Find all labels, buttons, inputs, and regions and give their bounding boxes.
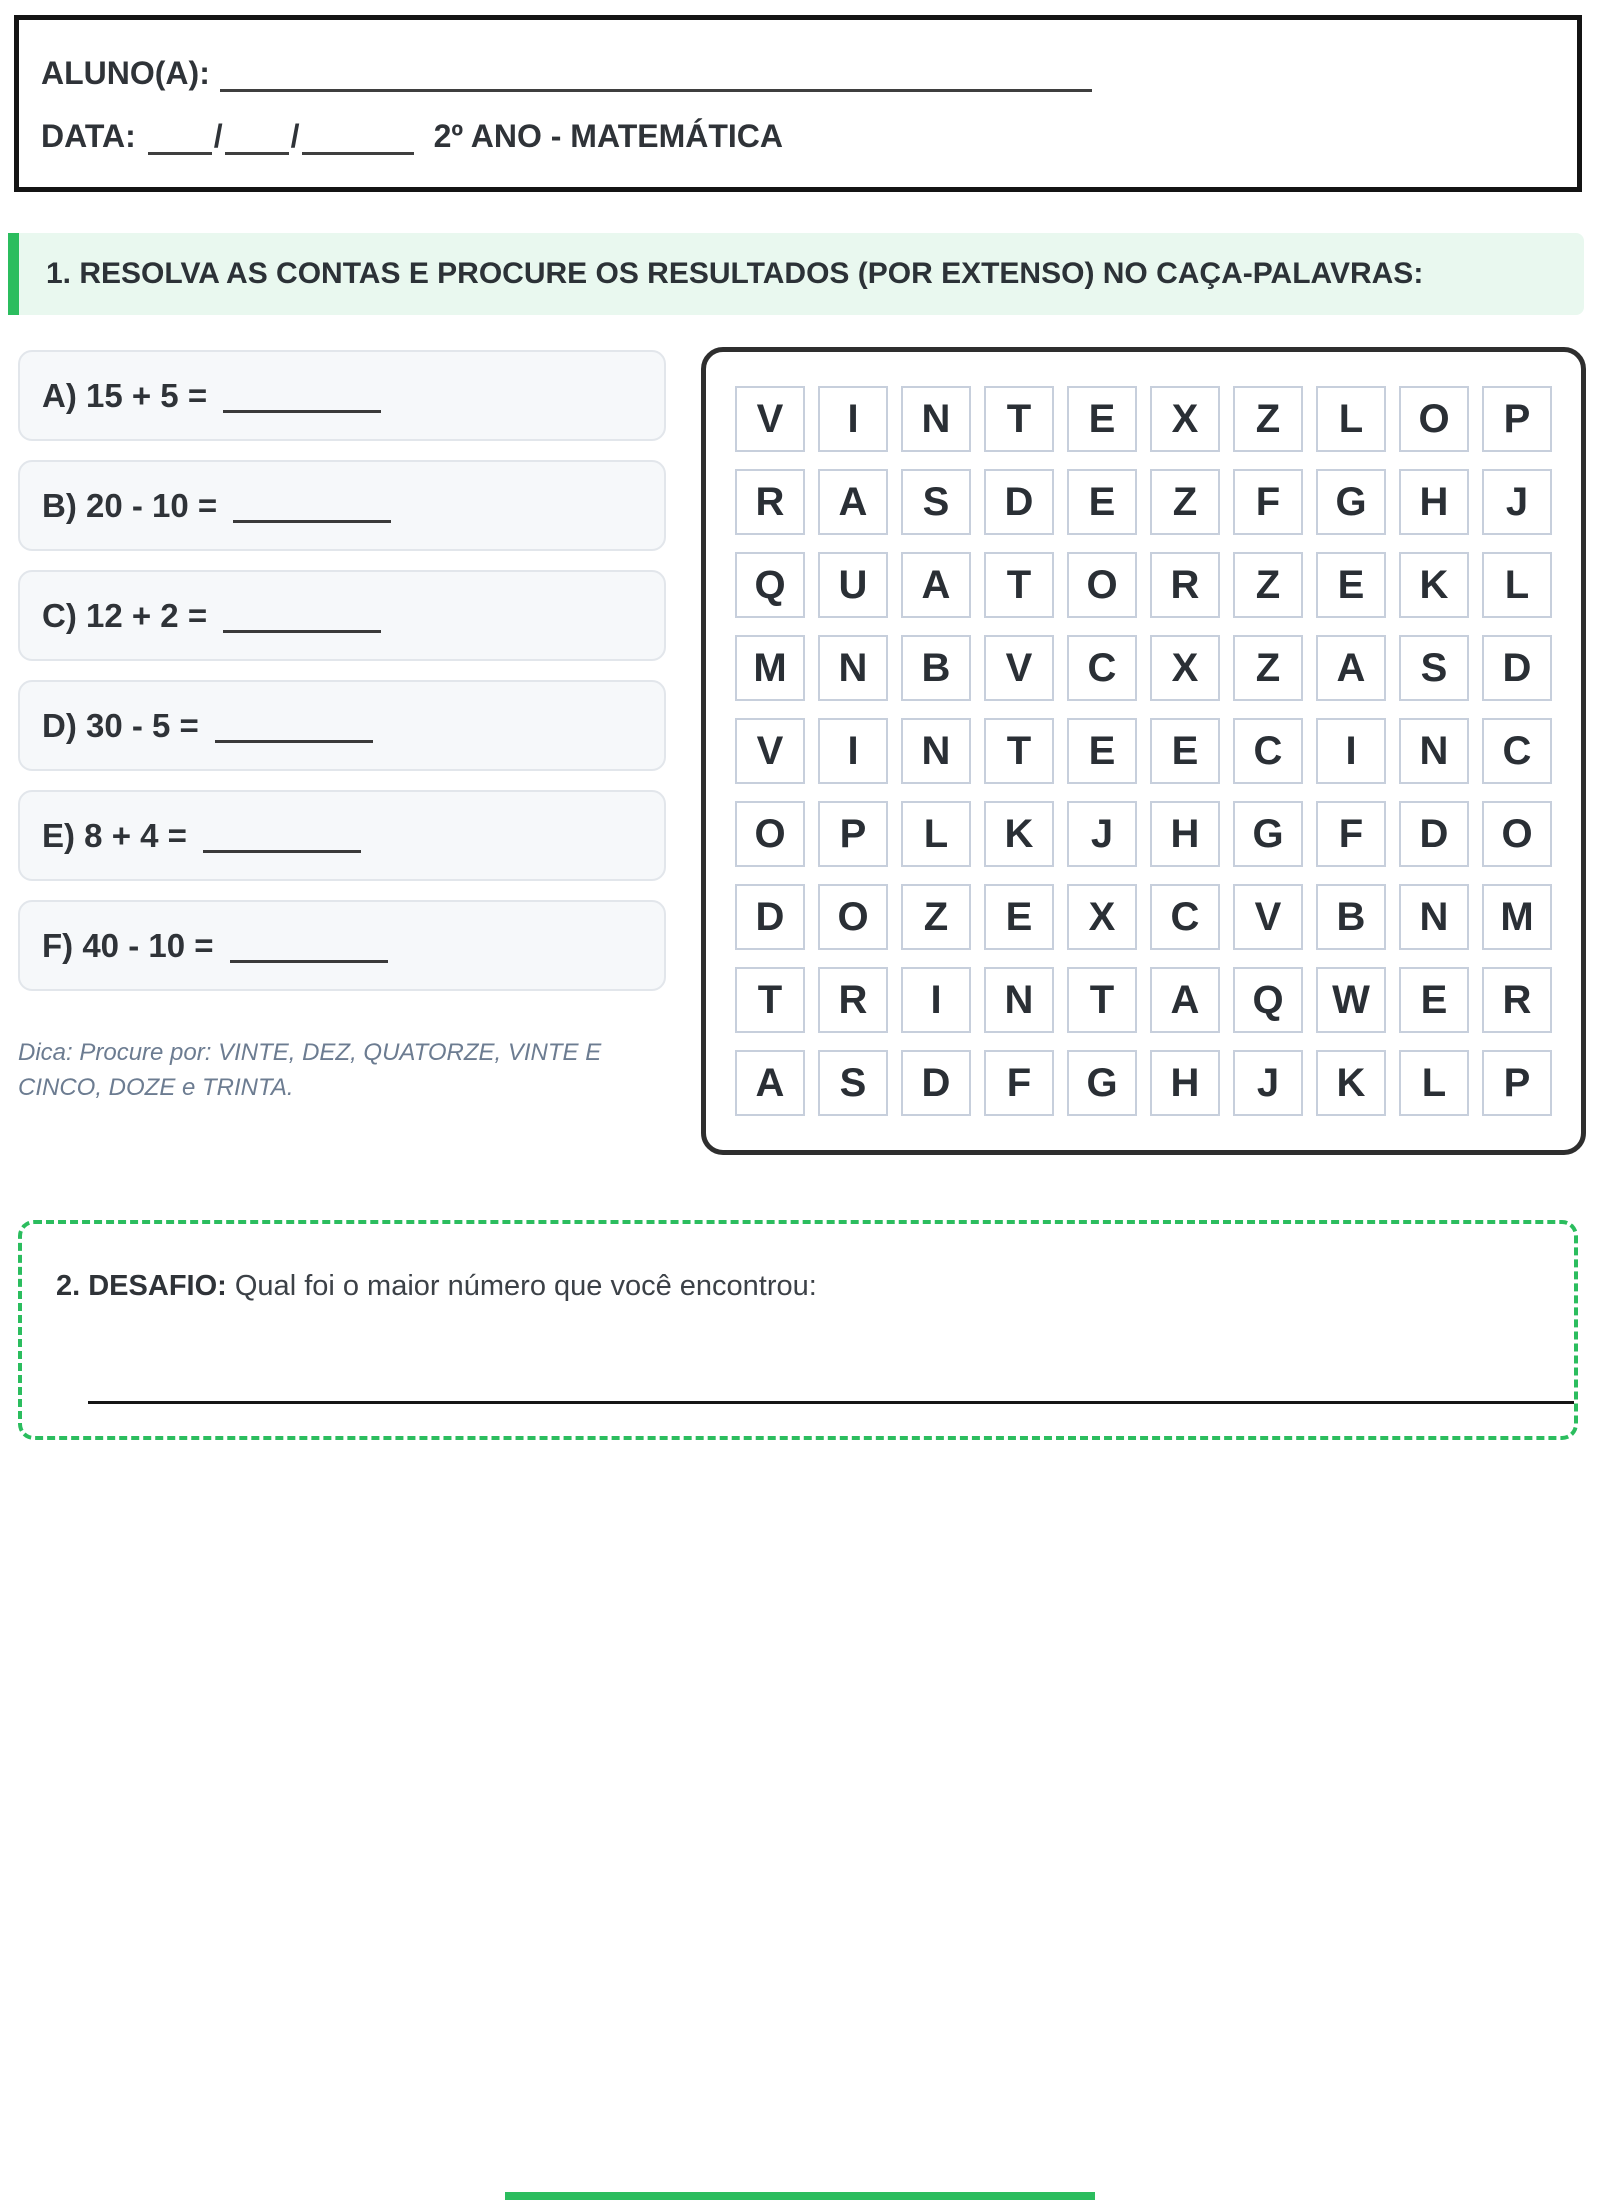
ws-cell-r8c5[interactable]: T — [1067, 967, 1137, 1033]
ws-cell-r4c8[interactable]: A — [1316, 635, 1386, 701]
ws-cell-r1c10[interactable]: P — [1482, 386, 1552, 452]
next-section-peek — [505, 2192, 1095, 2200]
section1-title: 1. RESOLVA AS CONTAS E PROCURE OS RESULTADOS (POR EXTENSO) NO CAÇA-PALAVRAS: — [46, 257, 1424, 290]
ws-cell-r4c1[interactable]: M — [735, 635, 805, 701]
ws-cell-r8c4[interactable]: N — [984, 967, 1054, 1033]
challenge-text — [56, 1266, 1534, 1306]
ws-cell-r8c8[interactable]: W — [1316, 967, 1386, 1033]
student-info-box — [14, 15, 1582, 192]
ws-cell-r1c8[interactable]: L — [1316, 386, 1386, 452]
ws-cell-r4c5[interactable]: C — [1067, 635, 1137, 701]
ws-cell-r7c2[interactable]: O — [818, 884, 888, 950]
problem-answer-field[interactable] — [215, 737, 373, 743]
problem-e — [18, 790, 666, 881]
ws-cell-r8c1[interactable]: T — [735, 967, 805, 1033]
ws-cell-r9c3[interactable]: D — [901, 1050, 971, 1116]
ws-cell-r7c7[interactable]: V — [1233, 884, 1303, 950]
ws-cell-r6c10[interactable]: O — [1482, 801, 1552, 867]
problem-expression: C) 12 + 2 = — [42, 596, 208, 634]
problem-expression: E) 8 + 4 = — [42, 816, 187, 854]
ws-cell-r1c5[interactable]: E — [1067, 386, 1137, 452]
problems-list — [18, 350, 666, 991]
ws-cell-r6c9[interactable]: D — [1399, 801, 1469, 867]
ws-cell-r9c5[interactable]: G — [1067, 1050, 1137, 1116]
problem-d — [18, 680, 666, 771]
ws-cell-r7c1[interactable]: D — [735, 884, 805, 950]
ws-cell-r3c1[interactable]: Q — [735, 552, 805, 618]
problem-expression: F) 40 - 10 = — [42, 926, 214, 964]
problem-c — [18, 570, 666, 661]
wordsearch-box — [701, 347, 1586, 1155]
problem-b — [18, 460, 666, 551]
section1-content — [14, 347, 1586, 1155]
ws-cell-r5c10[interactable]: C — [1482, 718, 1552, 784]
ws-cell-r3c2[interactable]: U — [818, 552, 888, 618]
ws-cell-r1c3[interactable]: N — [901, 386, 971, 452]
student-line-row — [41, 54, 1557, 92]
ws-cell-r4c10[interactable]: D — [1482, 635, 1552, 701]
ws-cell-r4c3[interactable]: B — [901, 635, 971, 701]
section1-accent-bar — [8, 233, 19, 315]
ws-cell-r1c9[interactable]: O — [1399, 386, 1469, 452]
ws-cell-r5c6[interactable]: E — [1150, 718, 1220, 784]
ws-cell-r5c5[interactable]: E — [1067, 718, 1137, 784]
ws-cell-r5c9[interactable]: N — [1399, 718, 1469, 784]
student-name-field[interactable] — [220, 58, 1092, 92]
ws-cell-r8c6[interactable]: A — [1150, 967, 1220, 1033]
ws-cell-r2c8[interactable]: G — [1316, 469, 1386, 535]
problems-column — [18, 347, 666, 1155]
ws-cell-r2c7[interactable]: F — [1233, 469, 1303, 535]
ws-cell-r6c5[interactable]: J — [1067, 801, 1137, 867]
ws-cell-r2c1[interactable]: R — [735, 469, 805, 535]
ws-cell-r5c2[interactable]: I — [818, 718, 888, 784]
ws-cell-r6c7[interactable]: G — [1233, 801, 1303, 867]
ws-cell-r3c10[interactable]: L — [1482, 552, 1552, 618]
ws-cell-r3c4[interactable]: T — [984, 552, 1054, 618]
problem-answer-field[interactable] — [223, 627, 381, 633]
problem-expression: B) 20 - 10 = — [42, 486, 218, 524]
ws-cell-r2c2[interactable]: A — [818, 469, 888, 535]
ws-cell-r2c4[interactable]: D — [984, 469, 1054, 535]
ws-cell-r4c2[interactable]: N — [818, 635, 888, 701]
ws-cell-r1c1[interactable]: V — [735, 386, 805, 452]
section1-header — [14, 233, 1584, 315]
course-title: 2º ANO - MATEMÁTICA — [433, 118, 783, 154]
ws-cell-r5c4[interactable]: T — [984, 718, 1054, 784]
problem-answer-field[interactable] — [203, 847, 361, 853]
problem-answer-field[interactable] — [223, 407, 381, 413]
ws-cell-r7c10[interactable]: M — [1482, 884, 1552, 950]
ws-cell-r2c3[interactable]: S — [901, 469, 971, 535]
problem-answer-field[interactable] — [230, 957, 388, 963]
challenge-question: Qual foi o maior número que você encontrou: — [234, 1270, 817, 1302]
ws-cell-r8c9[interactable]: E — [1399, 967, 1469, 1033]
ws-cell-r4c4[interactable]: V — [984, 635, 1054, 701]
challenge-box — [18, 1220, 1578, 1440]
ws-cell-r3c3[interactable]: A — [901, 552, 971, 618]
ws-cell-r6c2[interactable]: P — [818, 801, 888, 867]
ws-cell-r5c1[interactable]: V — [735, 718, 805, 784]
ws-cell-r6c3[interactable]: L — [901, 801, 971, 867]
ws-cell-r1c2[interactable]: I — [818, 386, 888, 452]
ws-cell-r8c2[interactable]: R — [818, 967, 888, 1033]
date-year-field[interactable] — [302, 121, 414, 155]
date-label: DATA: — [41, 118, 136, 154]
date-slash-2: / — [290, 118, 300, 154]
ws-cell-r5c3[interactable]: N — [901, 718, 971, 784]
ws-cell-r7c4[interactable]: E — [984, 884, 1054, 950]
ws-cell-r5c7[interactable]: C — [1233, 718, 1303, 784]
ws-cell-r9c8[interactable]: K — [1316, 1050, 1386, 1116]
ws-cell-r7c6[interactable]: C — [1150, 884, 1220, 950]
ws-cell-r1c7[interactable]: Z — [1233, 386, 1303, 452]
date-month-field[interactable] — [225, 121, 289, 155]
ws-cell-r3c6[interactable]: R — [1150, 552, 1220, 618]
problem-f — [18, 900, 666, 991]
ws-cell-r2c6[interactable]: Z — [1150, 469, 1220, 535]
ws-cell-r6c6[interactable]: H — [1150, 801, 1220, 867]
ws-cell-r3c9[interactable]: K — [1399, 552, 1469, 618]
problem-expression: A) 15 + 5 = — [42, 376, 208, 414]
date-line-row — [41, 117, 1557, 155]
ws-cell-r1c6[interactable]: X — [1150, 386, 1220, 452]
ws-cell-r1c4[interactable]: T — [984, 386, 1054, 452]
ws-cell-r9c1[interactable]: A — [735, 1050, 805, 1116]
ws-cell-r6c1[interactable]: O — [735, 801, 805, 867]
problem-expression: D) 30 - 5 = — [42, 706, 199, 744]
ws-cell-r9c10[interactable]: P — [1482, 1050, 1552, 1116]
problem-a — [18, 350, 666, 441]
ws-cell-r9c9[interactable]: L — [1399, 1050, 1469, 1116]
date-day-field[interactable] — [148, 121, 212, 155]
problem-answer-field[interactable] — [233, 517, 391, 523]
ws-cell-r3c7[interactable]: Z — [1233, 552, 1303, 618]
ws-cell-r4c9[interactable]: S — [1399, 635, 1469, 701]
ws-cell-r2c10[interactable]: J — [1482, 469, 1552, 535]
student-label: ALUNO(A): — [41, 55, 210, 91]
ws-cell-r7c8[interactable]: B — [1316, 884, 1386, 950]
ws-cell-r8c10[interactable]: R — [1482, 967, 1552, 1033]
ws-cell-r2c9[interactable]: H — [1399, 469, 1469, 535]
hint-text: Dica: Procure por: VINTE, DEZ, QUATORZE, VINTE E CINCO, DOZE e TRINTA. — [18, 1039, 602, 1101]
ws-cell-r7c3[interactable]: Z — [901, 884, 971, 950]
ws-cell-r2c5[interactable]: E — [1067, 469, 1137, 535]
ws-cell-r5c8[interactable]: I — [1316, 718, 1386, 784]
ws-cell-r4c6[interactable]: X — [1150, 635, 1220, 701]
ws-cell-r7c9[interactable]: N — [1399, 884, 1469, 950]
ws-cell-r3c5[interactable]: O — [1067, 552, 1137, 618]
ws-cell-r6c8[interactable]: F — [1316, 801, 1386, 867]
challenge-answer-field[interactable] — [88, 1401, 1574, 1404]
ws-cell-r9c7[interactable]: J — [1233, 1050, 1303, 1116]
ws-cell-r9c6[interactable]: H — [1150, 1050, 1220, 1116]
ws-cell-r8c3[interactable]: I — [901, 967, 971, 1033]
ws-cell-r9c4[interactable]: F — [984, 1050, 1054, 1116]
ws-cell-r8c7[interactable]: Q — [1233, 967, 1303, 1033]
ws-cell-r3c8[interactable]: E — [1316, 552, 1386, 618]
ws-cell-r6c4[interactable]: K — [984, 801, 1054, 867]
ws-cell-r9c2[interactable]: S — [818, 1050, 888, 1116]
wordsearch-grid — [735, 386, 1552, 1116]
date-slash-1: / — [213, 118, 223, 154]
ws-cell-r7c5[interactable]: X — [1067, 884, 1137, 950]
challenge-label: 2. DESAFIO: — [56, 1270, 227, 1302]
ws-cell-r4c7[interactable]: Z — [1233, 635, 1303, 701]
